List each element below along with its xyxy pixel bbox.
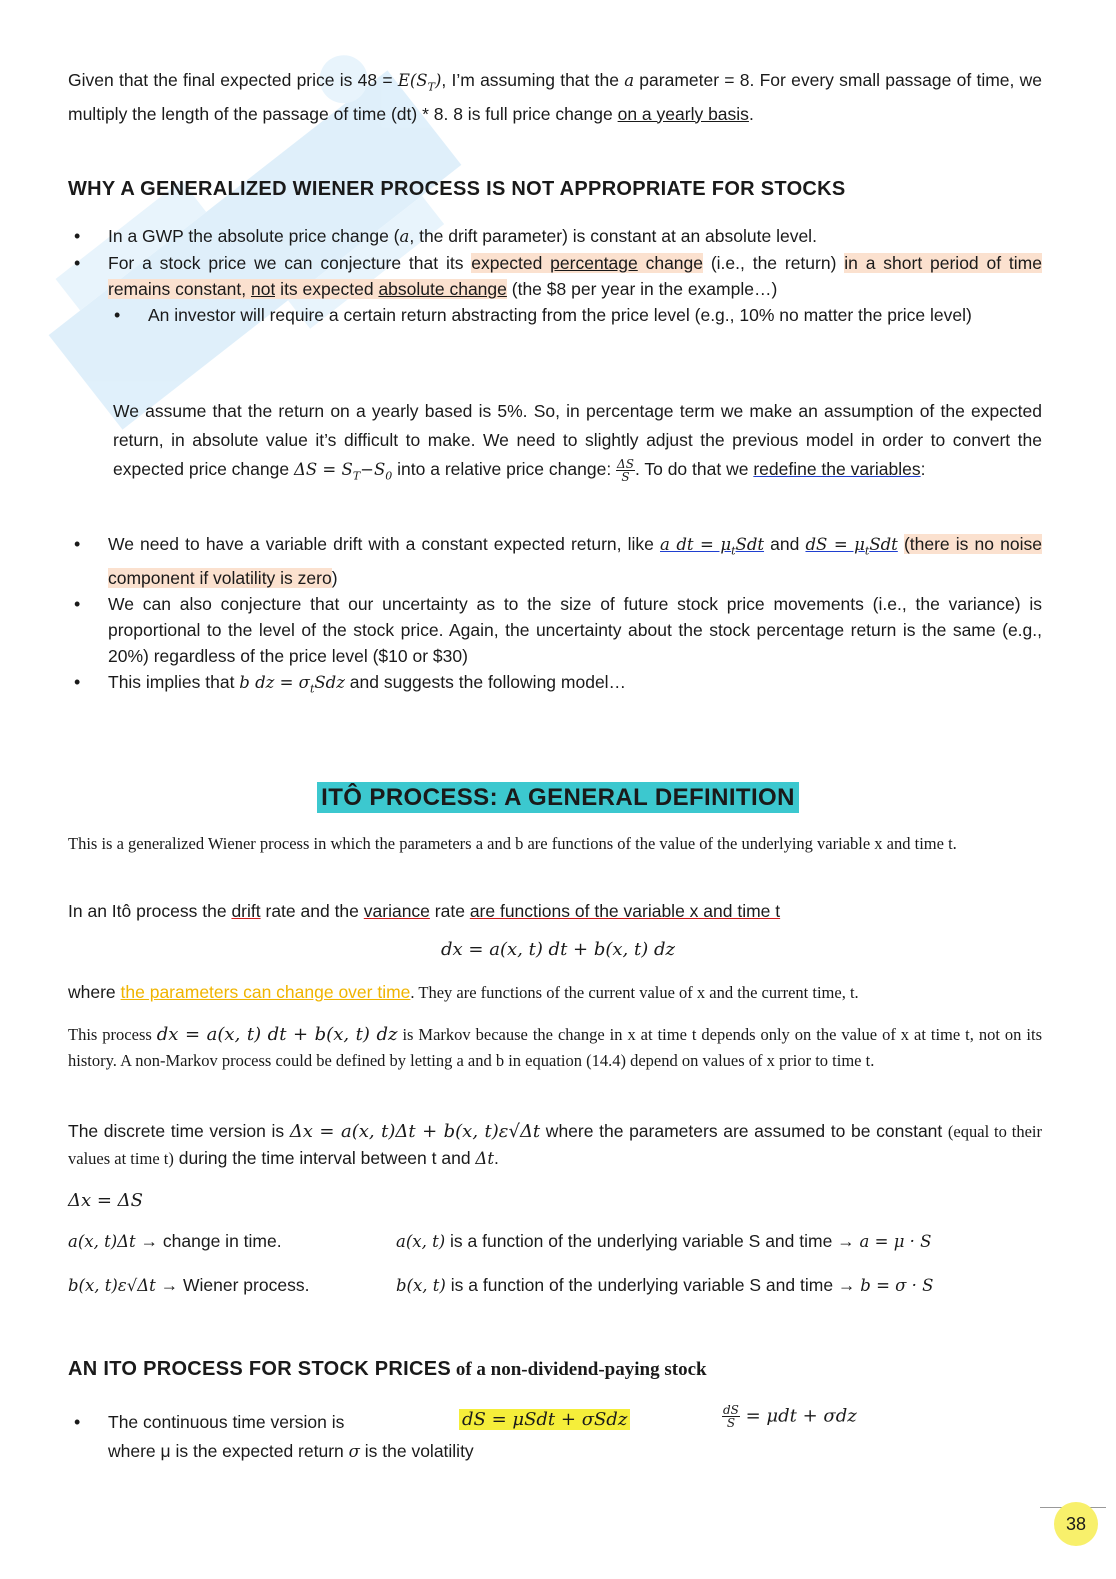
ito-equation: dx = a(x, t) dt + b(x, t) dz (441, 939, 675, 960)
ito-definition-paragraph: This is a generalized Wiener process in which the parameters a and b are functions of the value of the underlying variable x and time t. (68, 834, 957, 853)
fraction-delta-s-over-s: $\frac{\Delta S}{S}$ (617, 456, 634, 484)
return-assumption-paragraph: We assume that the return on a yearly based is 5%. So, in percentage term we make an assumption of the expected return, in absolute value it’s difficult to make. We need to slightly adjust the previous model in order to convert the expected price change $\Delta S = S_T-S_0$ into a relative price change: $\frac{\Delta S}{S}$ . To do that we redefine the variables: (113, 401, 1042, 484)
delta-x-equals-delta-s: Δx = ΔS (68, 1190, 144, 1211)
wiener-row-left: b(x, t)ε√Δt → Wiener process. (68, 1275, 310, 1295)
section-heading-stock-ito: AN ITO PROCESS FOR STOCK PRICES of a non-dividend-paying stock (68, 1358, 707, 1380)
section-heading-ito: ITÔ PROCESS: A GENERAL DEFINITION (317, 782, 799, 813)
fraction-ds-over-s: $\frac{dS}{S}$ (723, 1403, 739, 1430)
gwp-bullet-list-2 (68, 531, 1042, 702)
drift-row-right: a(x, t) is a function of the underlying variable S and time → a = μ · S (396, 1231, 932, 1251)
list-item: • We need to have a variable drift with a constant expected return, like a dt = $\mu_tSdt$ and dS = $\mu_tSdt$ (there is no noise component if volatility is zero) (68, 531, 1042, 591)
parameters-paragraph: where the parameters can change over time. They are functions of the current value of x and the current time, t. (68, 982, 859, 1002)
list-item: • In a GWP the absolute price change (a, the drift parameter) is constant at an absolute level. (68, 223, 1042, 250)
continuous-equation: dS = μSdt + σSdz (459, 1409, 630, 1430)
discrete-time-paragraph: The discrete time version is Δx = a(x, t)Δt + b(x, t)ε√Δt where the parameters are assumed to be constant (equal to their values at time t) during the time interval between t and Δt. (68, 1121, 1043, 1168)
expected-return-line: where μ is the expected return σ is the volatility (108, 1441, 474, 1461)
list-item: • For a stock price we can conjecture that its expected percentage change (i.e., the return) in a short period of time remains constant, not its expected absolute change (the $8 per year in the example…) • An investor will require a certain return abstracting from the price level (e.g., 10% no matter the price level) (68, 250, 1042, 328)
list-item: • An investor will require a certain return abstracting from the price level (e.g., 10% no matter the price level) (108, 302, 1042, 328)
relative-equation: $\frac{dS}{S}$ = μdt + σdz (723, 1403, 857, 1430)
ito-rates-paragraph: In an Itô process the drift rate and the variance rate are functions of the variable x and time t (68, 901, 781, 921)
redefine-variables-link[interactable]: redefine the variables (753, 459, 921, 479)
list-item: • This implies that b dz = $\sigma_tSdz$ and suggests the following model… (68, 669, 1042, 703)
section-heading-gwp: WHY A GENERALIZED WIENER PROCESS IS NOT APPROPRIATE FOR STOCKS (68, 178, 846, 200)
list-item: • The continuous time version is (68, 1409, 1042, 1435)
page-number: 38 (1054, 1502, 1098, 1546)
wiener-row-right: b(x, t) is a function of the underlying variable S and time → b = σ · S (396, 1275, 934, 1295)
ito-heading-wrap (0, 784, 1116, 812)
markov-paragraph: This process dx = a(x, t) dt + b(x, t) dz is Markov because the change in x at time t depends only on the value of x at time t, not on its history. A non-Markov process could be defined by letting a and b in equation (14.4) depend on values of x prior to time t. (68, 1024, 1042, 1070)
drift-row-left: a(x, t)Δt → change in time. (68, 1231, 282, 1251)
intro-paragraph: Given that the final expected price is $48 = E(S_T)$, I’m assuming that the a parameter = 8. For every small passage of time, we multiply the length of the passage of time (dt) * 8. 8 is full price change on a yearly basis. (68, 70, 1043, 124)
gwp-bullet-list (68, 223, 1042, 328)
list-item: • We can also conjecture that our uncertainty as to the size of future stock price movements (i.e., the variance) is proportional to the level of the stock price. Again, the uncertainty about the stock percentage return is the same (e.g., 20%) regardless of the price level ($10 or $30) (68, 591, 1042, 669)
